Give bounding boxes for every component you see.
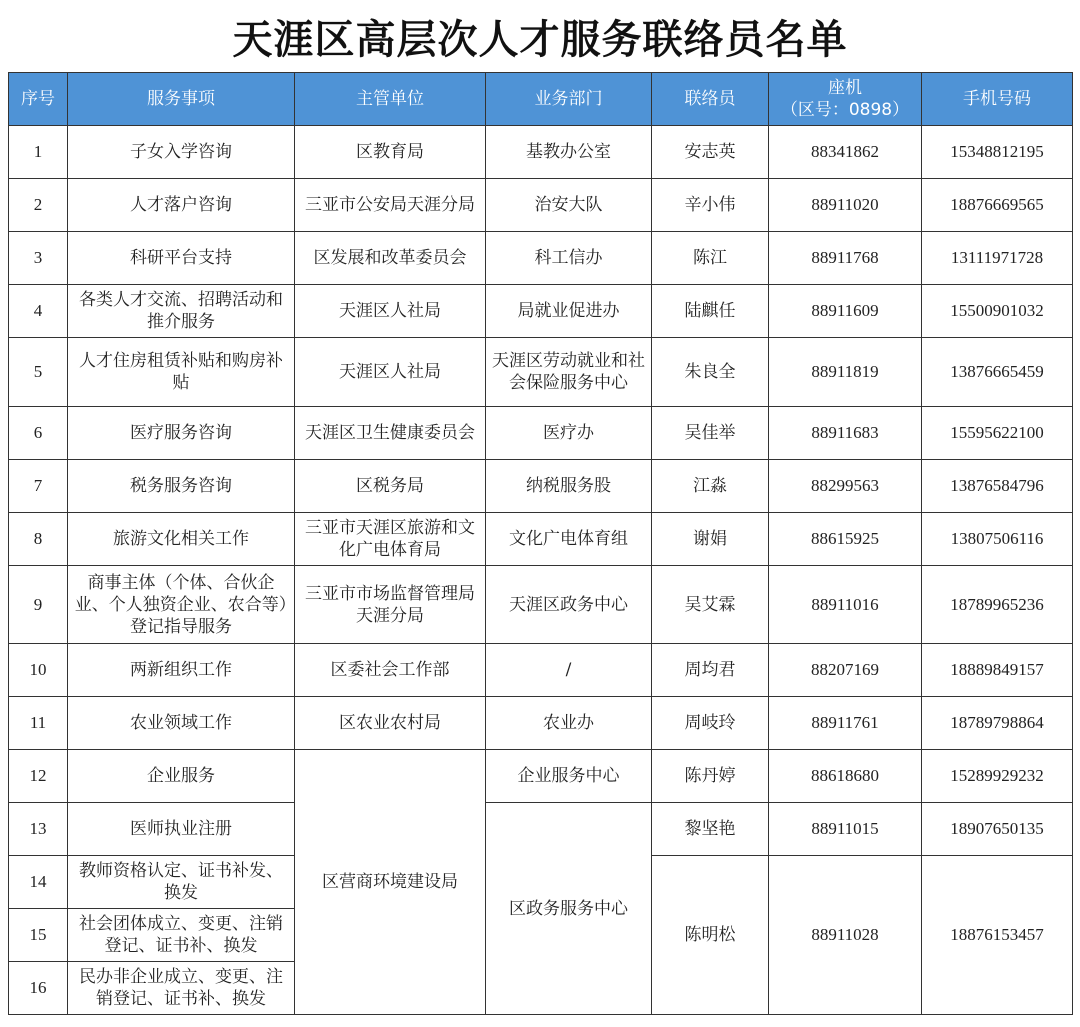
cell-seq: 1 bbox=[9, 126, 68, 179]
cell-service: 企业服务 bbox=[68, 750, 295, 803]
cell-contact: 周岐玲 bbox=[652, 697, 769, 750]
cell-service: 人才住房租赁补贴和购房补贴 bbox=[68, 338, 295, 407]
cell-service: 税务服务咨询 bbox=[68, 460, 295, 513]
table-row bbox=[9, 460, 1073, 513]
cell-landline: 88911819 bbox=[769, 338, 922, 407]
cell-landline: 88299563 bbox=[769, 460, 922, 513]
header-landline-label: 座机 bbox=[828, 78, 862, 98]
cell-landline-merged: 88911028 bbox=[769, 856, 922, 1015]
cell-dept: 局就业促进办 bbox=[486, 285, 652, 338]
table-row bbox=[9, 750, 1073, 803]
cell-seq: 10 bbox=[9, 644, 68, 697]
table-row bbox=[9, 803, 1073, 856]
cell-unit: 三亚市天涯区旅游和文化广电体育局 bbox=[295, 513, 486, 566]
cell-mobile: 15500901032 bbox=[922, 285, 1073, 338]
cell-unit: 三亚市公安局天涯分局 bbox=[295, 179, 486, 232]
cell-landline: 88207169 bbox=[769, 644, 922, 697]
cell-landline: 88911609 bbox=[769, 285, 922, 338]
cell-service: 子女入学咨询 bbox=[68, 126, 295, 179]
cell-service: 农业领域工作 bbox=[68, 697, 295, 750]
cell-landline: 88911768 bbox=[769, 232, 922, 285]
cell-seq: 9 bbox=[9, 566, 68, 644]
cell-mobile-merged: 18876153457 bbox=[922, 856, 1073, 1015]
header-seq: 序号 bbox=[9, 73, 68, 126]
cell-mobile: 13876665459 bbox=[922, 338, 1073, 407]
cell-mobile: 18876669565 bbox=[922, 179, 1073, 232]
cell-unit: 天涯区人社局 bbox=[295, 285, 486, 338]
table-row bbox=[9, 513, 1073, 566]
cell-service: 社会团体成立、变更、注销登记、证书补、换发 bbox=[68, 909, 295, 962]
cell-seq: 13 bbox=[9, 803, 68, 856]
cell-mobile: 18907650135 bbox=[922, 803, 1073, 856]
cell-unit: 区农业农村局 bbox=[295, 697, 486, 750]
header-mobile: 手机号码 bbox=[922, 73, 1073, 126]
cell-dept: 基教办公室 bbox=[486, 126, 652, 179]
cell-contact: 安志英 bbox=[652, 126, 769, 179]
cell-seq: 3 bbox=[9, 232, 68, 285]
header-dept: 业务部门 bbox=[486, 73, 652, 126]
cell-landline: 88615925 bbox=[769, 513, 922, 566]
cell-contact: 辛小伟 bbox=[652, 179, 769, 232]
cell-contact: 陆麒任 bbox=[652, 285, 769, 338]
cell-unit: 三亚市市场监督管理局天涯分局 bbox=[295, 566, 486, 644]
cell-service: 医师执业注册 bbox=[68, 803, 295, 856]
cell-seq: 8 bbox=[9, 513, 68, 566]
cell-seq: 16 bbox=[9, 962, 68, 1015]
cell-dept: 治安大队 bbox=[486, 179, 652, 232]
cell-contact: 吴艾霖 bbox=[652, 566, 769, 644]
cell-mobile: 15348812195 bbox=[922, 126, 1073, 179]
header-service: 服务事项 bbox=[68, 73, 295, 126]
cell-dept: 文化广电体育组 bbox=[486, 513, 652, 566]
cell-dept: 企业服务中心 bbox=[486, 750, 652, 803]
cell-service: 科研平台支持 bbox=[68, 232, 295, 285]
cell-landline: 88341862 bbox=[769, 126, 922, 179]
cell-seq: 14 bbox=[9, 856, 68, 909]
cell-landline: 88911761 bbox=[769, 697, 922, 750]
cell-contact: 江淼 bbox=[652, 460, 769, 513]
cell-seq: 11 bbox=[9, 697, 68, 750]
table-row bbox=[9, 697, 1073, 750]
header-landline bbox=[769, 73, 922, 126]
contact-table bbox=[8, 72, 1073, 1015]
table-row bbox=[9, 285, 1073, 338]
cell-mobile: 15595622100 bbox=[922, 407, 1073, 460]
cell-seq: 12 bbox=[9, 750, 68, 803]
cell-landline: 88911683 bbox=[769, 407, 922, 460]
cell-service: 两新组织工作 bbox=[68, 644, 295, 697]
header-landline-areacode: （区号：0898） bbox=[780, 100, 910, 120]
cell-dept: 纳税服务股 bbox=[486, 460, 652, 513]
cell-contact-merged: 陈明松 bbox=[652, 856, 769, 1015]
page-title: 天涯区高层次人才服务联络员名单 bbox=[232, 15, 848, 63]
cell-dept: 科工信办 bbox=[486, 232, 652, 285]
cell-mobile: 15289929232 bbox=[922, 750, 1073, 803]
table-row bbox=[9, 126, 1073, 179]
cell-seq: 5 bbox=[9, 338, 68, 407]
cell-unit: 区发展和改革委员会 bbox=[295, 232, 486, 285]
cell-contact: 朱良全 bbox=[652, 338, 769, 407]
cell-dept: / bbox=[486, 644, 652, 697]
cell-mobile: 13876584796 bbox=[922, 460, 1073, 513]
table-row bbox=[9, 566, 1073, 644]
table-row bbox=[9, 179, 1073, 232]
cell-unit: 区税务局 bbox=[295, 460, 486, 513]
cell-contact: 周均君 bbox=[652, 644, 769, 697]
cell-mobile: 18789965236 bbox=[922, 566, 1073, 644]
table-row bbox=[9, 338, 1073, 407]
cell-contact: 陈丹婷 bbox=[652, 750, 769, 803]
table-row bbox=[9, 407, 1073, 460]
cell-service: 各类人才交流、招聘活动和推介服务 bbox=[68, 285, 295, 338]
cell-contact: 黎坚艳 bbox=[652, 803, 769, 856]
cell-mobile: 18789798864 bbox=[922, 697, 1073, 750]
cell-service: 旅游文化相关工作 bbox=[68, 513, 295, 566]
cell-contact: 吴佳举 bbox=[652, 407, 769, 460]
cell-unit: 天涯区卫生健康委员会 bbox=[295, 407, 486, 460]
cell-contact: 谢娟 bbox=[652, 513, 769, 566]
cell-seq: 6 bbox=[9, 407, 68, 460]
cell-unit: 区教育局 bbox=[295, 126, 486, 179]
cell-unit: 天涯区人社局 bbox=[295, 338, 486, 407]
cell-landline: 88911015 bbox=[769, 803, 922, 856]
cell-dept: 医疗办 bbox=[486, 407, 652, 460]
cell-seq: 7 bbox=[9, 460, 68, 513]
table-row bbox=[9, 644, 1073, 697]
cell-dept: 农业办 bbox=[486, 697, 652, 750]
header-contact: 联络员 bbox=[652, 73, 769, 126]
cell-seq: 15 bbox=[9, 909, 68, 962]
table-row bbox=[9, 232, 1073, 285]
cell-dept-merged: 区政务服务中心 bbox=[486, 803, 652, 1015]
cell-mobile: 13111971728 bbox=[922, 232, 1073, 285]
cell-unit-merged: 区营商环境建设局 bbox=[295, 750, 486, 1015]
cell-mobile: 13807506116 bbox=[922, 513, 1073, 566]
cell-dept: 天涯区政务中心 bbox=[486, 566, 652, 644]
cell-landline: 88911016 bbox=[769, 566, 922, 644]
cell-seq: 2 bbox=[9, 179, 68, 232]
header-unit: 主管单位 bbox=[295, 73, 486, 126]
cell-landline: 88618680 bbox=[769, 750, 922, 803]
cell-unit: 区委社会工作部 bbox=[295, 644, 486, 697]
table-header-row bbox=[9, 73, 1073, 126]
cell-service: 民办非企业成立、变更、注销登记、证书补、换发 bbox=[68, 962, 295, 1015]
cell-service: 商事主体（个体、合伙企业、个人独资企业、农合等）登记指导服务 bbox=[68, 566, 295, 644]
cell-seq: 4 bbox=[9, 285, 68, 338]
cell-landline: 88911020 bbox=[769, 179, 922, 232]
cell-dept: 天涯区劳动就业和社会保险服务中心 bbox=[486, 338, 652, 407]
cell-service: 教师资格认定、证书补发、换发 bbox=[68, 856, 295, 909]
cell-service: 人才落户咨询 bbox=[68, 179, 295, 232]
cell-service: 医疗服务咨询 bbox=[68, 407, 295, 460]
cell-mobile: 18889849157 bbox=[922, 644, 1073, 697]
cell-contact: 陈江 bbox=[652, 232, 769, 285]
